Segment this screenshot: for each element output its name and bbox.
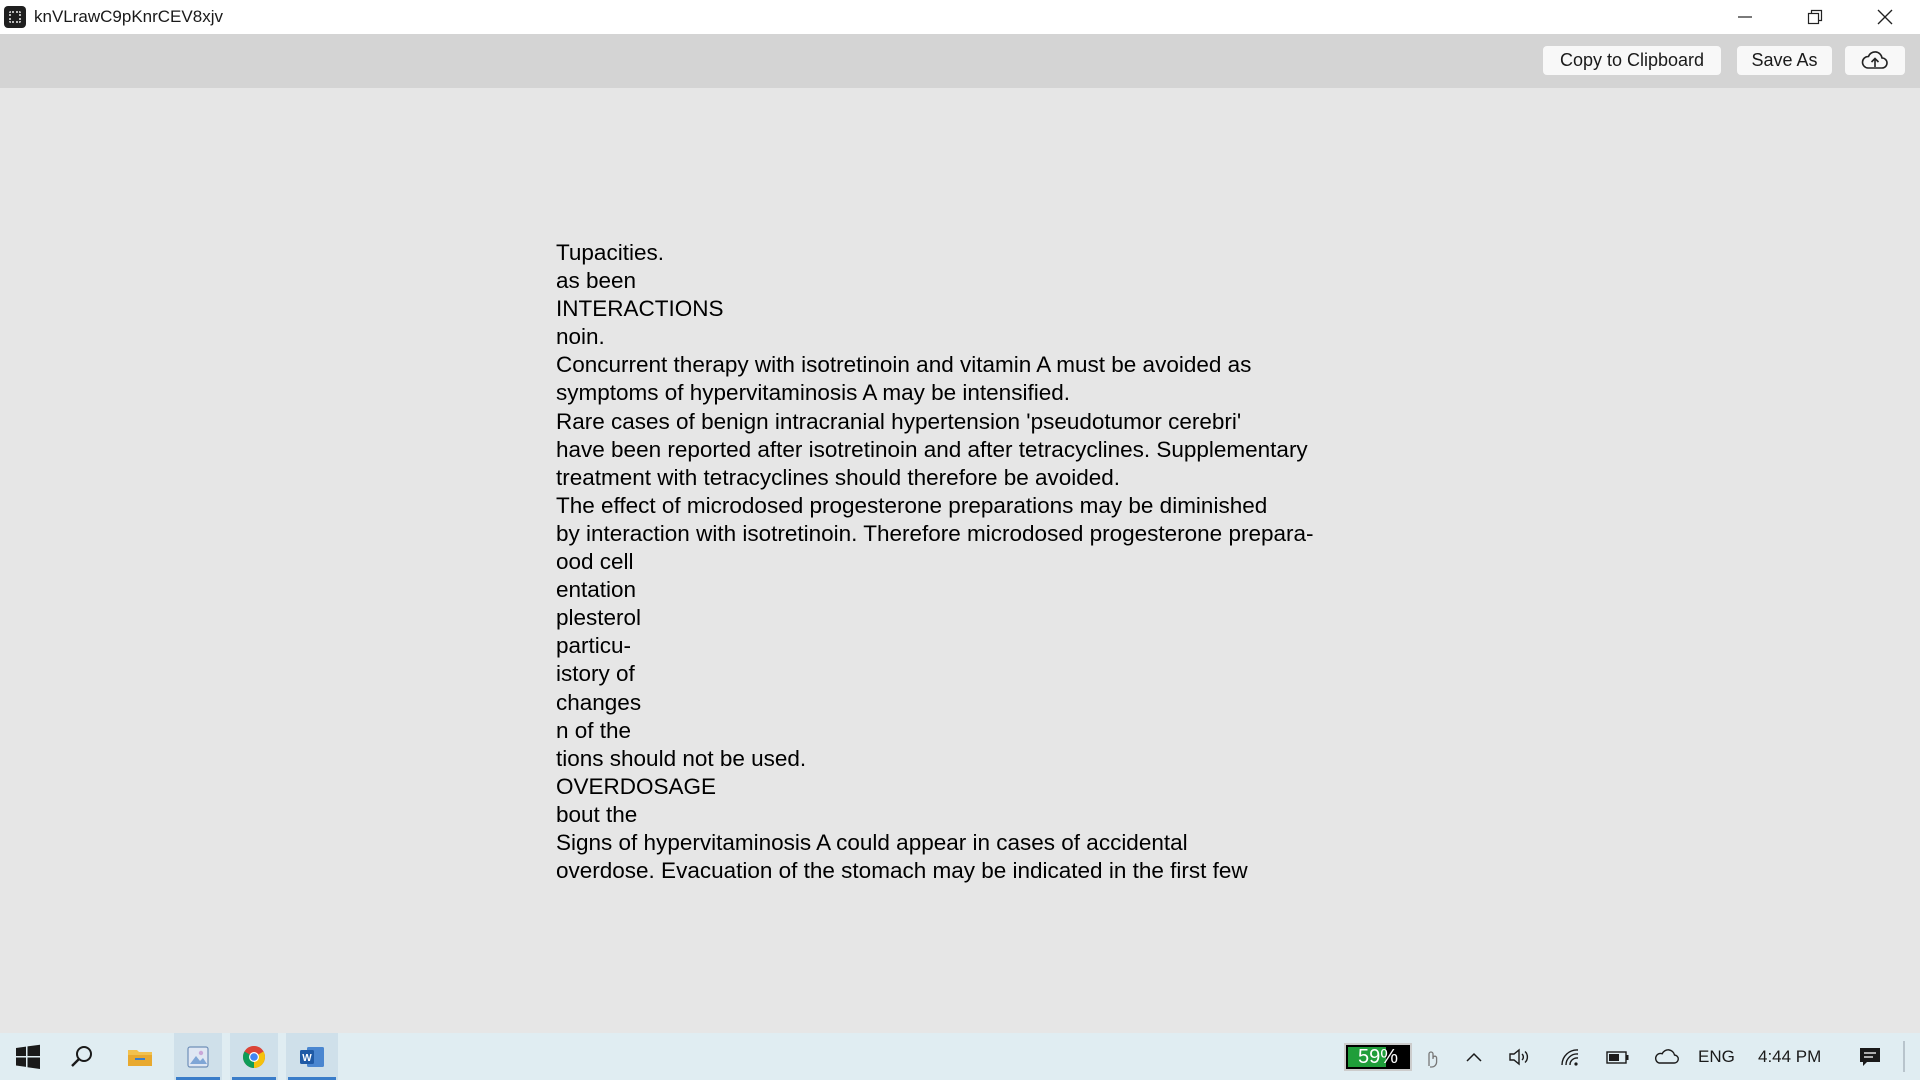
- chevron-up-icon: [1465, 1051, 1483, 1063]
- chrome-button[interactable]: [230, 1033, 278, 1080]
- text-line: n of the: [556, 717, 632, 743]
- restore-icon: [1807, 9, 1823, 25]
- minimize-button[interactable]: [1710, 0, 1780, 34]
- app-icon: [4, 6, 26, 28]
- copy-to-clipboard-button[interactable]: Copy to Clipboard: [1543, 46, 1721, 75]
- text-line: overdose. Evacuation of the stomach may be indicated in the first few: [556, 858, 1248, 884]
- upload-button[interactable]: [1845, 46, 1905, 75]
- ocr-text-content: [556, 239, 1416, 885]
- text-line: symptoms of hypervitaminosis A may be intensified.: [556, 380, 1070, 406]
- volume-button[interactable]: [1502, 1033, 1538, 1080]
- photos-app-icon: [186, 1045, 210, 1069]
- taskbar: [0, 1033, 1920, 1080]
- photos-app-button[interactable]: [174, 1033, 222, 1080]
- minimize-icon: [1737, 9, 1753, 25]
- text-line: as been: [556, 268, 637, 294]
- text-line: Concurrent therapy with isotretinoin and vitamin A must be avoided as: [556, 352, 1252, 378]
- action-center-button[interactable]: [1850, 1033, 1890, 1080]
- network-button[interactable]: [1552, 1033, 1588, 1080]
- text-line: OVERDOSAGE: [556, 773, 717, 799]
- title-bar: [0, 0, 1920, 34]
- battery-icon: [1606, 1049, 1630, 1065]
- language-indicator[interactable]: ENG: [1698, 1046, 1735, 1066]
- touch-icon: [1423, 1046, 1439, 1068]
- text-line: plesterol: [556, 605, 642, 631]
- file-explorer-icon: [127, 1046, 153, 1068]
- cloud-upload-icon: [1861, 51, 1889, 71]
- restore-button[interactable]: [1780, 0, 1850, 34]
- text-line: ood cell: [556, 549, 634, 575]
- close-icon: [1877, 9, 1893, 25]
- search-button[interactable]: [58, 1033, 106, 1080]
- file-explorer-button[interactable]: [116, 1033, 164, 1080]
- onedrive-icon: [1653, 1048, 1679, 1066]
- toolbar: [0, 34, 1920, 88]
- text-line: Tupacities.: [556, 240, 664, 265]
- volume-icon: [1508, 1047, 1532, 1067]
- text-line: tions should not be used.: [556, 745, 807, 771]
- word-button[interactable]: [286, 1033, 338, 1080]
- text-line: Signs of hypervitaminosis A could appear in cases of accidental: [556, 829, 1188, 855]
- battery-percentage-indicator[interactable]: [1344, 1043, 1412, 1071]
- window-title: knVLrawC9pKnrCEV8xjv: [34, 7, 223, 26]
- start-button[interactable]: [4, 1033, 52, 1080]
- text-line: istory of: [556, 661, 635, 687]
- close-button[interactable]: [1850, 0, 1920, 34]
- wifi-icon: [1559, 1047, 1581, 1067]
- text-line: INTERACTIONS: [556, 296, 724, 322]
- text-line: entation: [556, 577, 637, 603]
- touch-indicator[interactable]: [1416, 1033, 1446, 1080]
- battery-percentage-label: 59%: [1357, 1045, 1399, 1068]
- svg-text:W: W: [302, 1052, 312, 1064]
- chrome-icon: [242, 1045, 266, 1069]
- text-line: noin.: [556, 324, 605, 350]
- text-line: treatment with tetracyclines should therefore be avoided.: [556, 464, 1121, 490]
- search-icon: [69, 1044, 95, 1070]
- onedrive-button[interactable]: [1646, 1033, 1686, 1080]
- text-line: have been reported after isotretinoin and after tetracyclines. Supplementary: [556, 436, 1308, 462]
- word-icon: [299, 1045, 325, 1069]
- text-line: changes: [556, 689, 642, 715]
- save-as-button[interactable]: Save As: [1737, 46, 1832, 75]
- battery-button[interactable]: [1600, 1033, 1636, 1080]
- show-desktop-divider[interactable]: [1903, 1041, 1905, 1072]
- text-line: bout the: [556, 801, 638, 827]
- text-line: by interaction with isotretinoin. Therefore microdosed progesterone prepara-: [556, 520, 1314, 546]
- show-hidden-icons-button[interactable]: [1456, 1033, 1492, 1080]
- text-line: The effect of microdosed progesterone preparations may be diminished: [556, 492, 1268, 518]
- notifications-icon: [1858, 1046, 1882, 1068]
- text-line: particu-: [556, 633, 632, 659]
- window-controls: [1710, 0, 1920, 34]
- windows-start-icon: [15, 1044, 41, 1070]
- clock[interactable]: 4:44 PM: [1758, 1046, 1822, 1066]
- text-line: Rare cases of benign intracranial hypertension 'pseudotumor cerebri': [556, 408, 1242, 434]
